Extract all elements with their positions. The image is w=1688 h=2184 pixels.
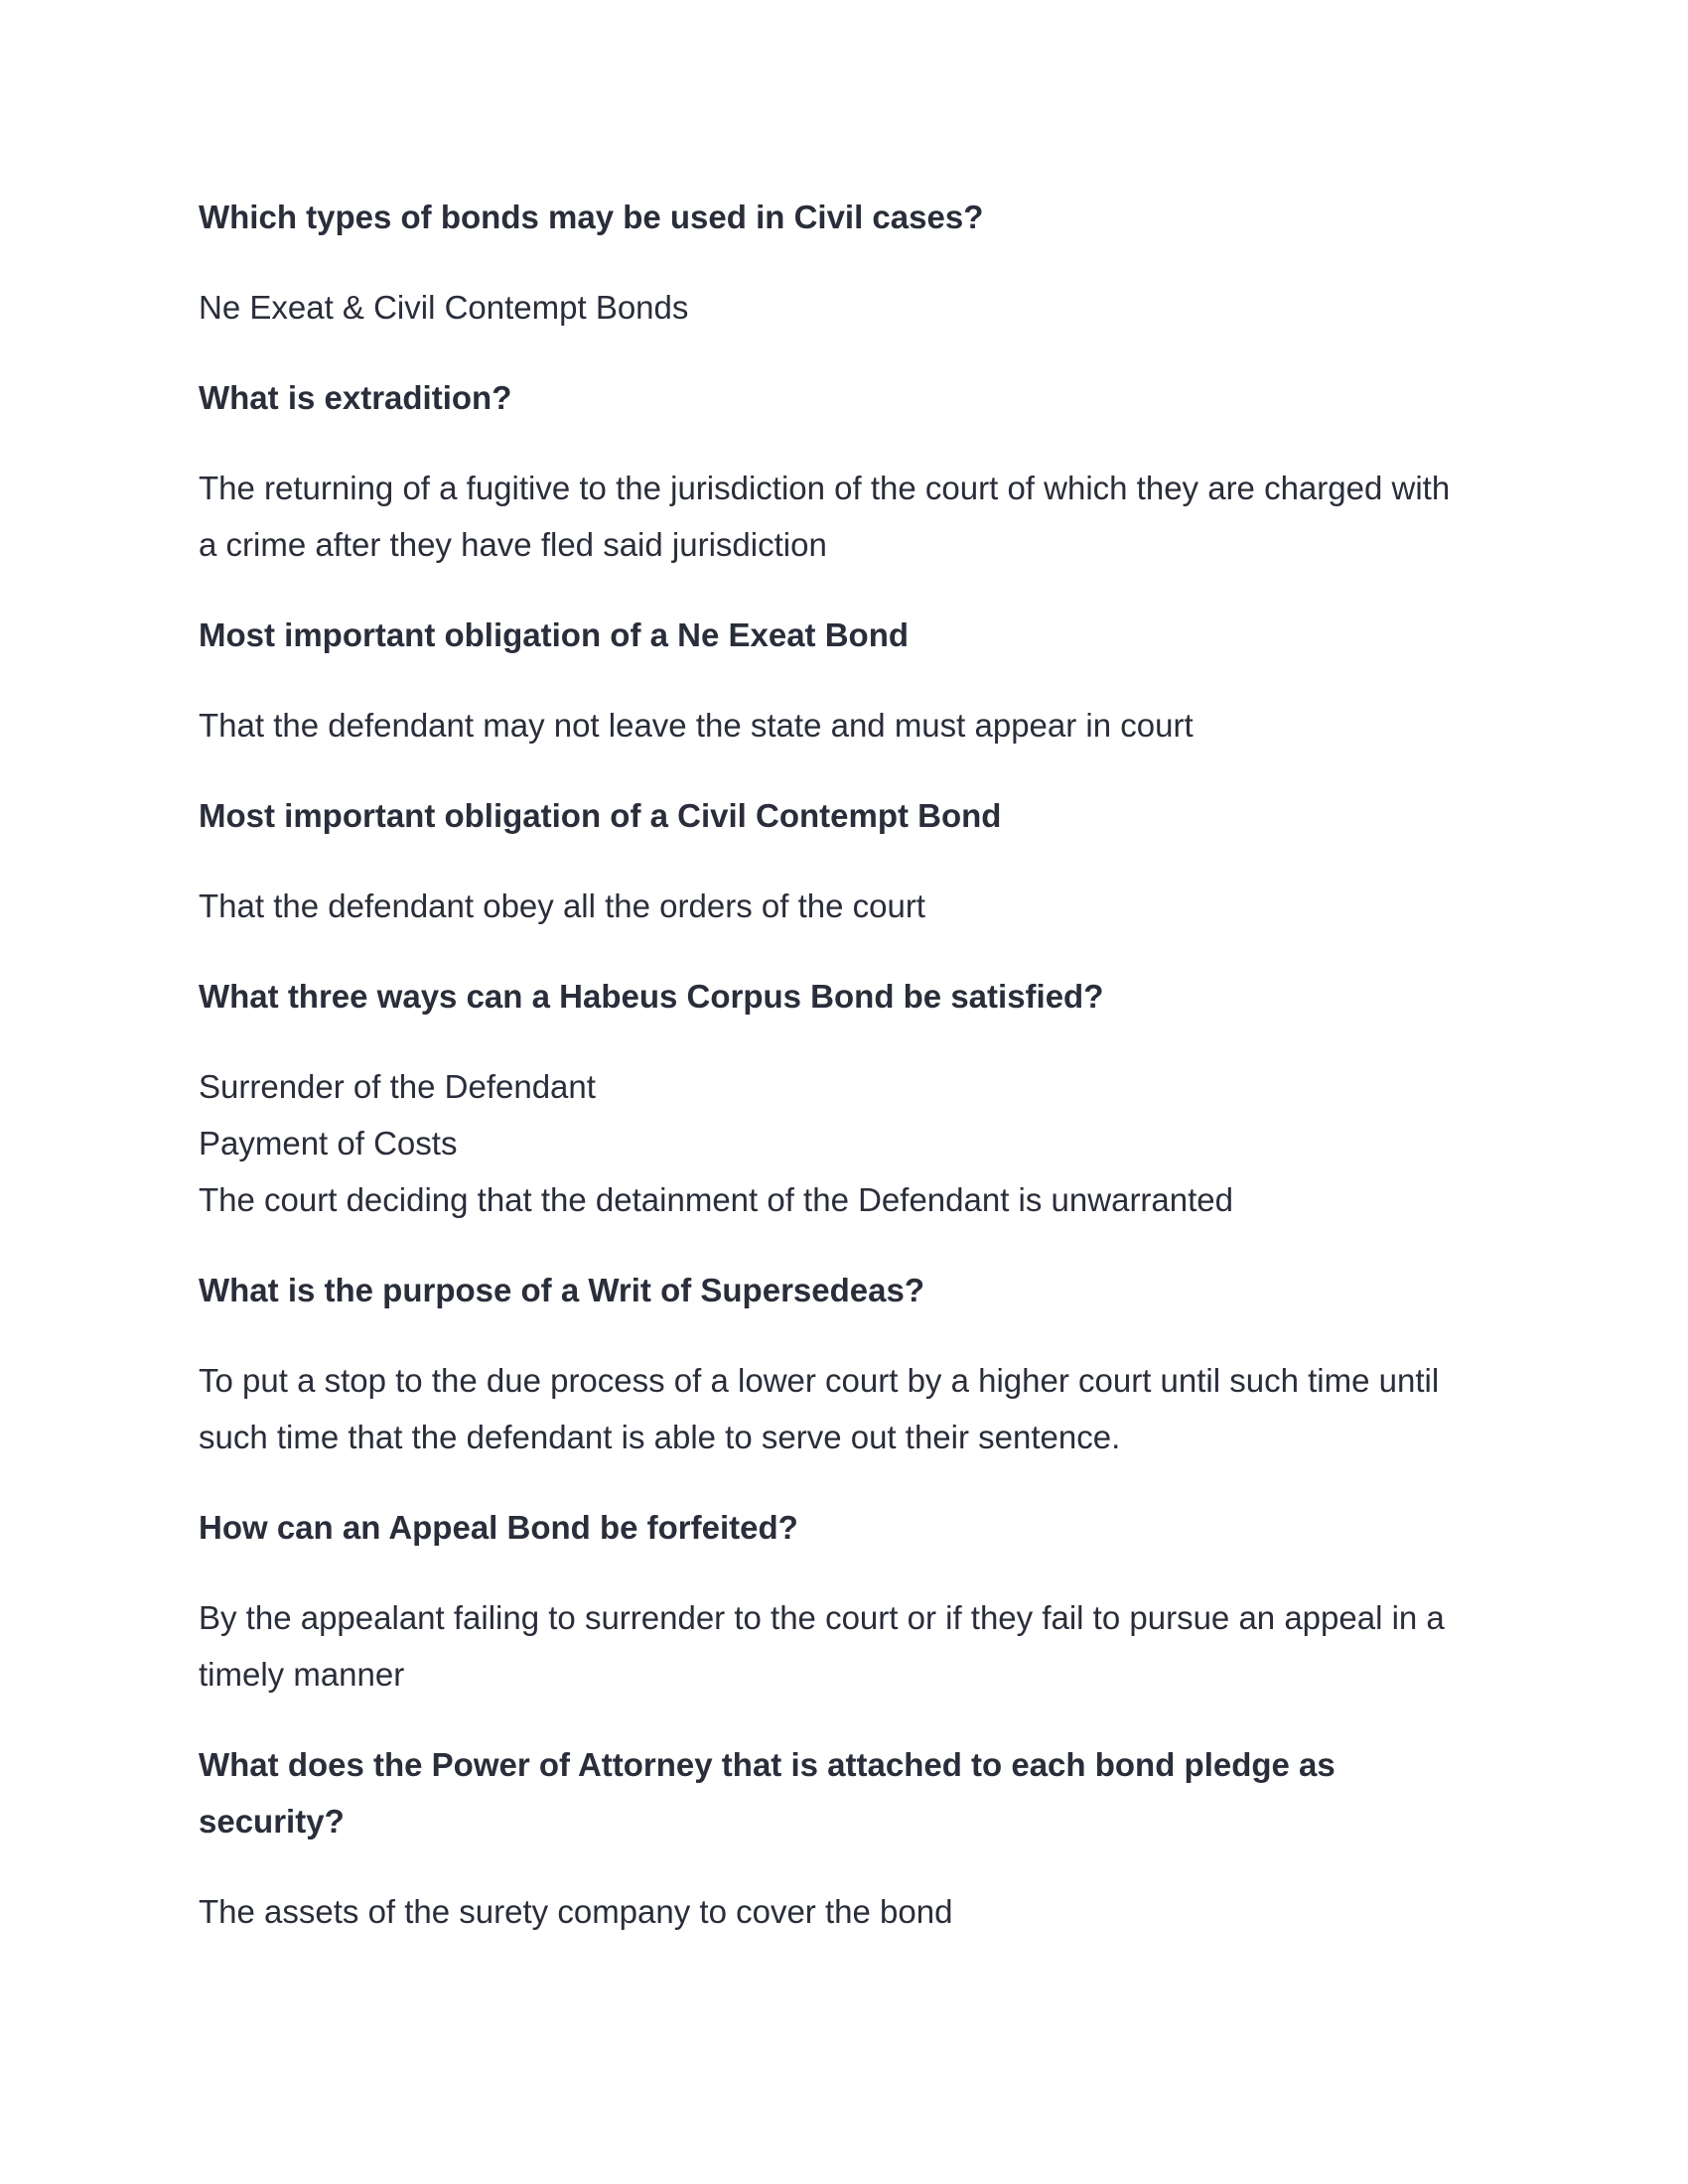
answer-text (199, 279, 1489, 336)
document-page (199, 189, 1489, 1974)
answer-line: Ne Exeat & Civil Contempt Bonds (199, 289, 689, 326)
answer-line: Payment of Costs (199, 1125, 458, 1161)
answer-line: That the defendant may not leave the state and must appear in court (199, 707, 1194, 744)
answer-line: a crime after they have fled said jurisdiction (199, 526, 827, 563)
answer-line: That the defendant obey all the orders of the court (199, 887, 925, 924)
answer-line: timely manner (199, 1656, 405, 1693)
answer-text (199, 1589, 1489, 1703)
question-heading: What three ways can a Habeus Corpus Bond be satisfied? (199, 978, 1104, 1015)
answer-line: The assets of the surety company to cover the bond (199, 1893, 953, 1930)
answer-text (199, 460, 1489, 573)
answer-line: Surrender of the Defendant (199, 1068, 596, 1105)
answer-text (199, 1058, 1489, 1228)
answer-line: such time that the defendant is able to serve out their sentence. (199, 1419, 1121, 1455)
answer-text (199, 1883, 1489, 1940)
answer-line: The returning of a fugitive to the jurisdiction of the court of which they are charged with (199, 470, 1451, 506)
answer-line: The court deciding that the detainment of the Defendant is unwarranted (199, 1181, 1233, 1218)
question-line: security? (199, 1803, 345, 1840)
qa-item (199, 787, 1489, 934)
qa-item (199, 369, 1489, 573)
answer-line: To put a stop to the due process of a lower court by a higher court until such time until (199, 1362, 1440, 1399)
question-heading (199, 1736, 1489, 1849)
question-heading: How can an Appeal Bond be forfeited? (199, 1509, 798, 1546)
question-heading: Most important obligation of a Ne Exeat Bond (199, 616, 910, 653)
answer-text (199, 878, 1489, 934)
qa-item (199, 1499, 1489, 1703)
answer-text (199, 697, 1489, 753)
qa-item (199, 189, 1489, 336)
question-line: What does the Power of Attorney that is attached to each bond pledge as (199, 1746, 1336, 1783)
answer-text (199, 1352, 1489, 1465)
qa-item (199, 607, 1489, 753)
question-heading: Most important obligation of a Civil Contempt Bond (199, 797, 1002, 834)
question-heading: What is extradition? (199, 379, 512, 416)
qa-item (199, 968, 1489, 1228)
question-heading: What is the purpose of a Writ of Supersedeas? (199, 1272, 924, 1308)
question-heading: Which types of bonds may be used in Civil cases? (199, 199, 984, 235)
qa-item (199, 1736, 1489, 1940)
answer-line: By the appealant failing to surrender to the court or if they fail to pursue an appeal in a (199, 1599, 1445, 1636)
qa-item (199, 1262, 1489, 1465)
